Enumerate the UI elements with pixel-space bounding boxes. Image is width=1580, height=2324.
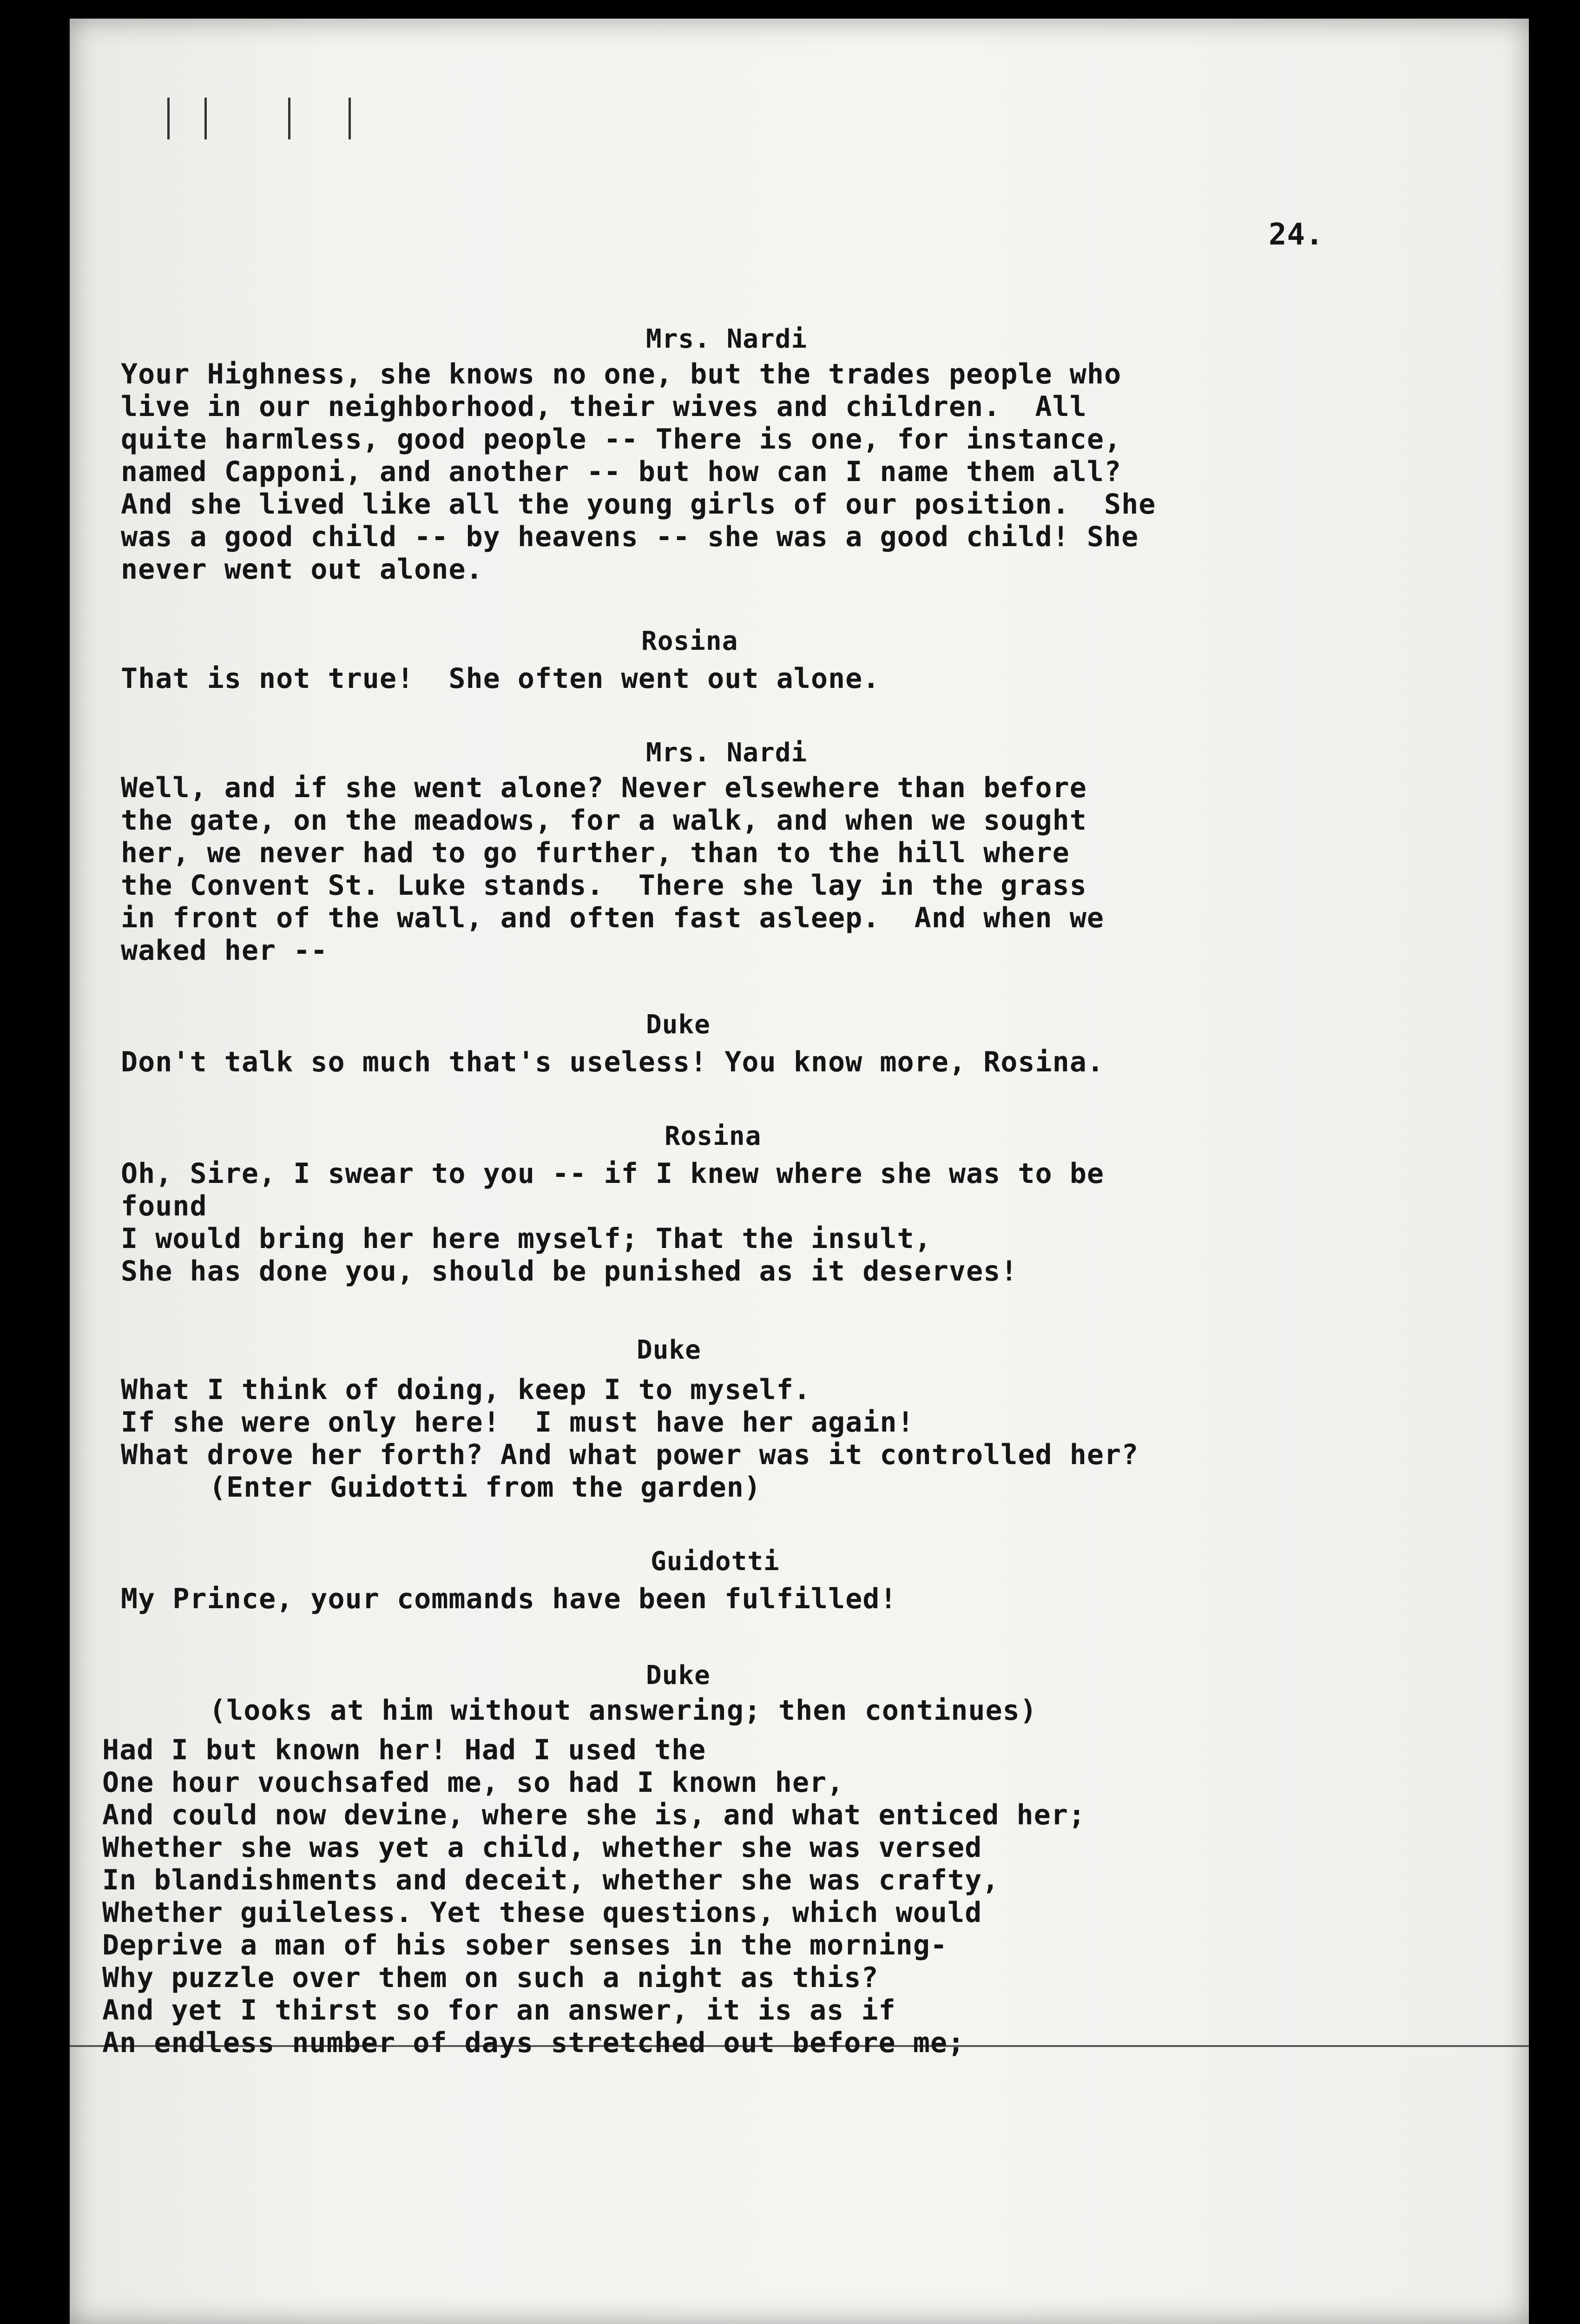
dialogue-line: I would bring her here myself; That the insult,	[121, 1222, 932, 1255]
verse-line: And could now devine, where she is, and what enticed her;	[102, 1799, 1086, 1831]
dialogue-line: in front of the wall, and often fast asleep. And when we	[121, 902, 1105, 934]
margin-mark	[167, 98, 170, 139]
dialogue-line: Don't talk so much that's useless! You know more, Rosina.	[121, 1046, 1105, 1078]
dialogue-line: That is not true! She often went out alone.	[121, 662, 880, 695]
verse-line: Whether she was yet a child, whether she was versed	[102, 1831, 982, 1864]
speaker-name: Duke	[637, 1335, 701, 1365]
margin-mark	[349, 98, 351, 139]
dialogue-line: found	[121, 1190, 207, 1222]
speaker-name: Duke	[646, 1660, 711, 1690]
dialogue-line: waked her --	[121, 934, 328, 967]
verse-line: One hour vouchsafed me, so had I known her,	[102, 1766, 844, 1799]
dialogue-line: Well, and if she went alone? Never elsewhere than before	[121, 772, 1087, 804]
dialogue-line: named Capponi, and another -- but how can I name them all?	[121, 456, 1122, 488]
margin-mark	[288, 98, 290, 139]
margin-mark	[204, 98, 207, 139]
dialogue-line: the gate, on the meadows, for a walk, and when we sought	[121, 804, 1087, 837]
dialogue-line: quite harmless, good people -- There is one, for instance,	[121, 423, 1122, 456]
typescript-page	[70, 19, 1529, 2324]
stage-direction: (Enter Guidotti from the garden)	[209, 1471, 761, 1504]
verse-line: An endless number of days stretched out before me;	[102, 2027, 965, 2059]
dialogue-line: live in our neighborhood, their wives and children. All	[121, 390, 1087, 423]
speaker-name: Duke	[646, 1010, 711, 1040]
verse-line: Deprive a man of his sober senses in the morning-	[102, 1929, 948, 1961]
verse-line: Whether guileless. Yet these questions, which would	[102, 1896, 982, 1929]
verse-line: Why puzzle over them on such a night as this?	[102, 1961, 879, 1994]
dialogue-line: was a good child -- by heavens -- she was a good child! She	[121, 521, 1139, 553]
dialogue-line: never went out alone.	[121, 553, 483, 586]
dialogue-line: What I think of doing, keep I to myself.	[121, 1373, 811, 1406]
dialogue-line: her, we never had to go further, than to the hill where	[121, 837, 1070, 869]
page-number: 24.	[1269, 218, 1324, 252]
dialogue-line: She has done you, should be punished as it deserves!	[121, 1255, 1018, 1287]
dialogue-line: What drove her forth? And what power was it controlled her?	[121, 1439, 1139, 1471]
verse-line: Had I but known her! Had I used the	[102, 1734, 706, 1766]
speaker-name: Rosina	[665, 1121, 762, 1151]
speaker-name: Mrs. Nardi	[646, 738, 808, 768]
stage-direction: (looks at him without answering; then continues)	[209, 1694, 1037, 1727]
dialogue-line: Oh, Sire, I swear to you -- if I knew where she was to be	[121, 1157, 1105, 1190]
speaker-name: Guidotti	[651, 1546, 780, 1577]
dialogue-line: And she lived like all the young girls of our position. She	[121, 488, 1156, 521]
dialogue-line: the Convent St. Luke stands. There she lay in the grass	[121, 869, 1087, 902]
dialogue-line: My Prince, your commands have been fulfilled!	[121, 1583, 897, 1615]
verse-line: And yet I thirst so for an answer, it is as if	[102, 1994, 896, 2027]
dialogue-line: Your Highness, she knows no one, but the trades people who	[121, 358, 1122, 390]
speaker-name: Rosina	[641, 626, 738, 656]
speaker-name: Mrs. Nardi	[646, 324, 808, 354]
verse-line: In blandishments and deceit, whether she was crafty,	[102, 1864, 1000, 1896]
dialogue-line: If she were only here! I must have her again!	[121, 1406, 915, 1439]
